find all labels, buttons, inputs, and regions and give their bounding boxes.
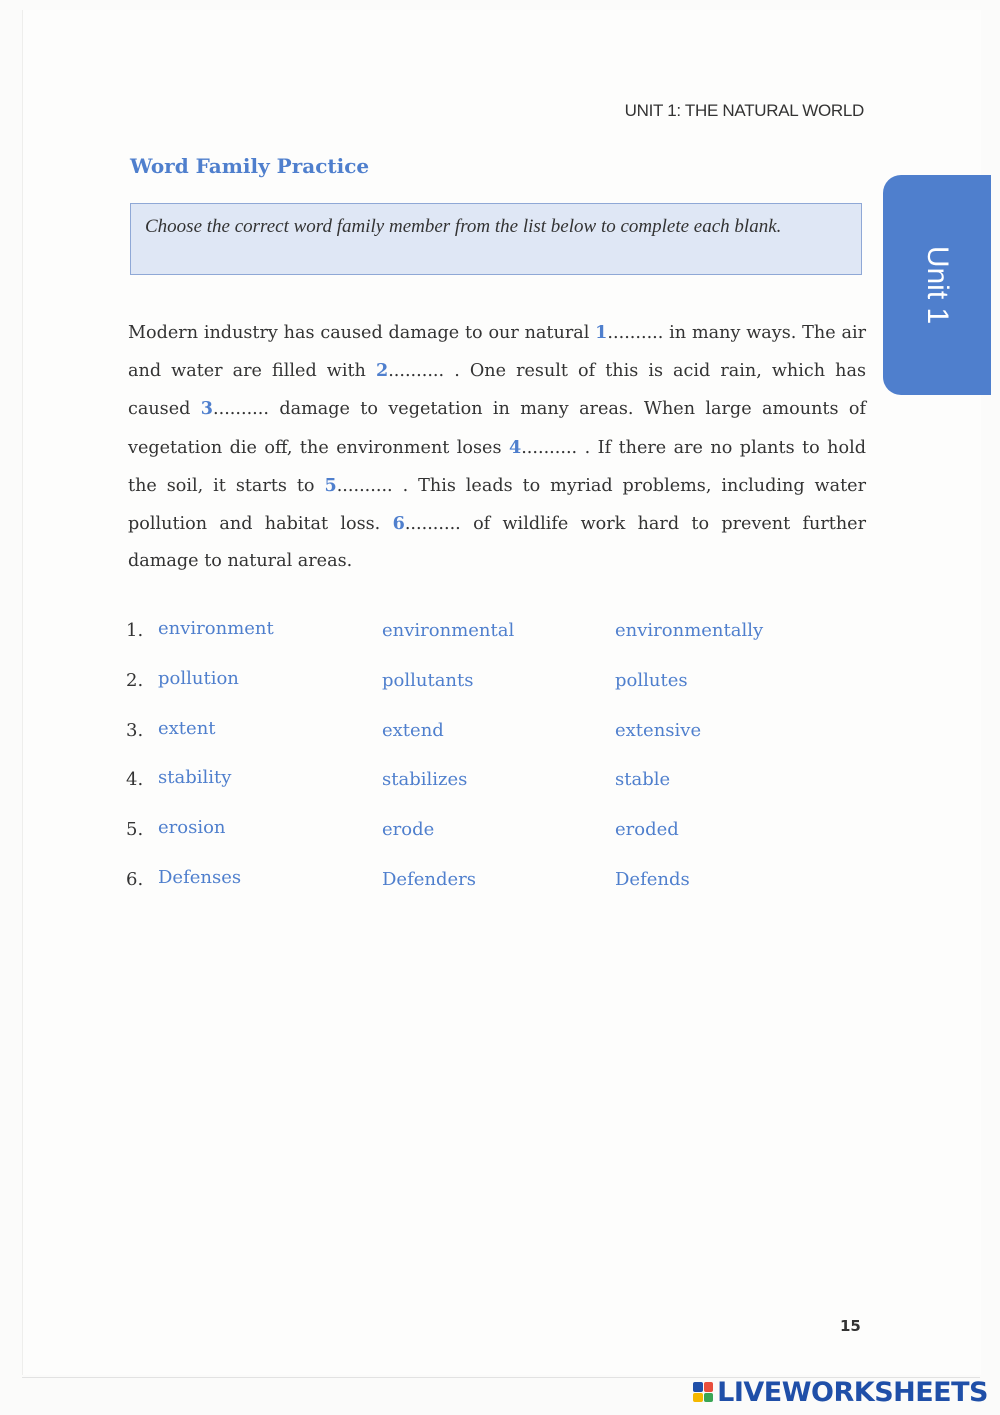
liveworksheets-brand[interactable] [693,1375,988,1409]
option-row [126,761,826,811]
unit-side-tab [883,175,991,395]
option-number: 2. [126,669,144,691]
option-row [126,712,826,762]
page-number: 15 [840,1317,861,1335]
option-choice: eroded [615,819,679,841]
option-choice: extent [158,717,216,739]
passage-text: Modern industry has caused damage to our natural [128,323,596,343]
blank-number: 6 [392,513,405,535]
passage-text: in many ways. The air and water are filled with [128,323,866,382]
brand-name: LIVEWORKSHEETS [717,1376,988,1408]
section-title: Word Family Practice [130,154,370,178]
blank-field[interactable]: .......... [213,399,269,420]
blank-field[interactable]: .......... [404,514,461,535]
option-choice: stabilizes [382,769,468,791]
blank-number: 2 [375,360,389,382]
option-choice: pollutants [382,669,474,691]
blank-number: 3 [200,398,214,420]
passage [128,314,866,580]
option-number: 1. [126,620,144,641]
option-choice: erode [382,819,435,841]
option-number: 6. [126,868,144,890]
option-choice: environmentally [615,620,764,641]
passage-text: of wildlife work hard to prevent further damage to natural areas. [128,514,866,572]
option-row [126,612,826,662]
option-row [126,861,826,911]
option-choice: stable [615,769,671,791]
option-row [126,811,826,861]
option-choice: extend [382,719,444,741]
passage-text: . One result of this is acid rain, which has caused [128,361,866,420]
option-choice: stability [158,767,232,789]
running-header: UNIT 1: THE NATURAL WORLD [624,101,864,120]
passage-text: . If there are no plants to hold the soil, it starts to [128,437,867,496]
option-choice: extensive [615,719,702,741]
blank-number: 5 [324,474,337,496]
blank-field[interactable]: .......... [607,323,664,343]
instruction-text: Choose the correct word family member from the list below to complete each blank. [145,216,782,237]
instruction-box [130,203,862,275]
blank-number: 1 [595,322,608,343]
option-choice: environmental [382,620,515,641]
blank-field[interactable]: .......... [388,361,445,382]
word-family-options [126,612,826,911]
option-choice: pollution [158,667,239,689]
option-number: 4. [126,769,144,791]
option-row [126,662,826,712]
blank-field[interactable]: .......... [336,475,393,496]
option-number: 3. [126,719,144,741]
option-choice: Defenses [158,866,242,888]
option-choice: pollutes [615,669,688,691]
option-choice: Defenders [382,868,477,890]
option-choice: erosion [158,817,226,839]
passage-text: . This leads to myriad problems, including water pollution and habitat loss. [128,475,866,535]
option-choice: Defends [615,868,690,890]
option-number: 5. [126,819,144,841]
blank-number: 4 [508,436,522,458]
liveworksheets-logo-icon [693,1382,713,1402]
blank-field[interactable]: .......... [521,437,578,458]
passage-text: damage to vegetation in many areas. When large amounts of vegetation die off, the environment loses [128,399,866,458]
unit-tab-label: Unit 1 [921,245,954,325]
option-choice: environment [158,618,274,639]
